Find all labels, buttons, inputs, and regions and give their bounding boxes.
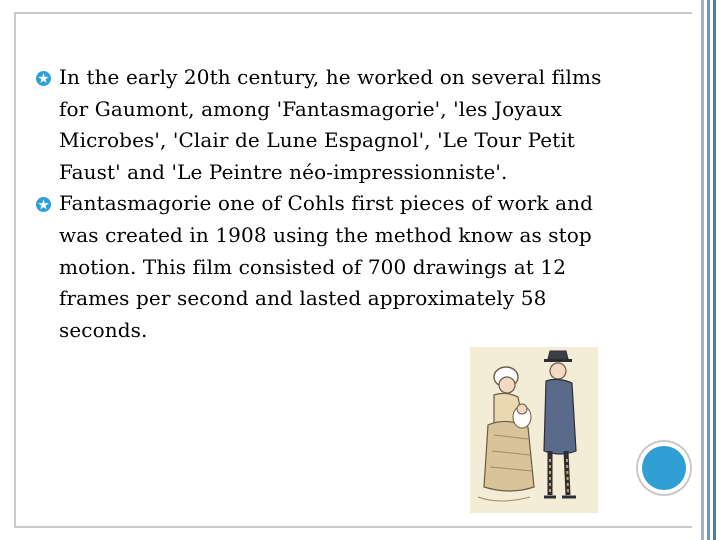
bullet-item (36, 188, 612, 346)
bullet-item (36, 62, 612, 188)
frame-bottom-line (14, 526, 692, 528)
frame-left-line (14, 12, 16, 528)
bullet-list (36, 62, 612, 346)
couple-sketch-image (470, 347, 598, 513)
frame-top-line (14, 12, 692, 14)
strip-bar (707, 0, 710, 540)
strip-bar (713, 0, 716, 540)
star-bullet-icon (36, 71, 51, 86)
sketch-illustration (470, 347, 598, 513)
strip-bar (701, 0, 704, 540)
bullet-text: Fantasmagorie one of Cohls first pieces of work and was created in 1908 using the method know as stop motion. This film consisted of 700 drawings at 12 frames per second and lasted approximately 58 seconds. (59, 191, 594, 342)
decorative-circle (642, 446, 686, 490)
side-decorative-strip (698, 0, 720, 540)
bullet-text: In the early 20th century, he worked on several films for Gaumont, among 'Fantasmagorie', 'les Joyaux Microbes', 'Clair de Lune Espagnol', 'Le Tour Petit Faust' and 'Le Peintre néo-impressionniste'. (59, 65, 602, 184)
star-bullet-icon (36, 197, 51, 212)
